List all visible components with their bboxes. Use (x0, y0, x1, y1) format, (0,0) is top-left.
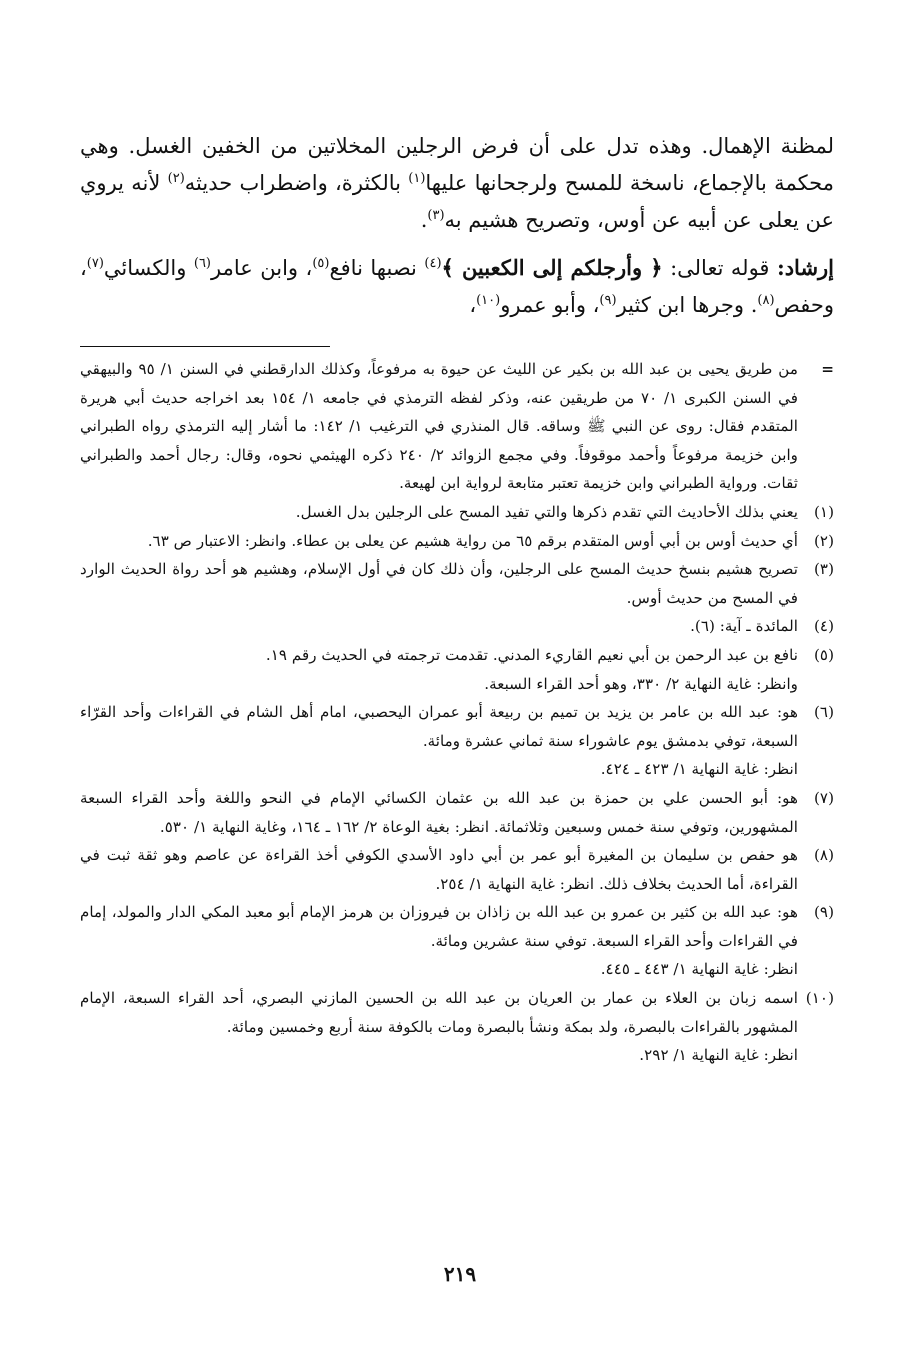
footnote-ref: (٥) (312, 256, 330, 271)
footnote-reference: انظر: غاية النهاية ١/ ٤٢٣ ـ ٤٢٤. (600, 760, 798, 779)
continuation-mark: = (821, 360, 834, 378)
footnote-number: (٧) (813, 788, 834, 807)
text-run: والكسائي (103, 256, 194, 280)
footnote-7 (80, 784, 834, 841)
footnote-ref: (٦) (193, 256, 211, 271)
footnote-continuation (80, 355, 834, 498)
footnote-text: هو حفص بن سليمان بن المغيرة أبو عمر بن أبي داود الأسدي الكوفي أخذ القراءة عن عاصم وهو ثقة ثبت في القراءة، أما الحديث بخلاف ذلك. انظر: غاية النهاية ١/ ٢٥٤. (80, 846, 798, 893)
main-paragraph (80, 128, 834, 239)
irshad-paragraph (80, 249, 834, 324)
text-run: . وجرها ابن كثير (616, 293, 758, 317)
footnote-ref: (٨) (757, 293, 775, 308)
footnote-reference: وانظر: غاية النهاية ٢/ ٣٣٠، وهو أحد القراء السبعة. (484, 674, 798, 693)
footnote-text: هو: أبو الحسن علي بن حمزة بن عبد الله بن عثمان الكسائي الإمام في النحو واللغة وأحد القراء السبعة المشهورين، وتوفي سنة خمس وسبعين وثلاثمائة. انظر: بغية الوعاة ٢/ ١٦٢ ـ ١٦٤، وغاية النهاية ١/ ٥٣٠. (80, 788, 798, 836)
footnote-8 (80, 841, 834, 898)
footnote-ref: (٧) (86, 256, 104, 271)
irshad-label: إرشاد: (776, 255, 835, 280)
main-text (80, 128, 834, 324)
footnote-ref: (٢) (167, 171, 185, 186)
text-run: قوله تعالى: (662, 256, 777, 280)
footnote-number: (٦) (813, 703, 834, 722)
footnote-1 (80, 498, 834, 527)
footnote-text: هو: عبد الله بن كثير بن عمرو بن عبد الله بن زاذان بن فيروزان بن هرمز الإمام أبو معبد المكي الدار والمولد، إمام في القراءات وأحد القراء السبعة. توفي سنة عشرين ومائة. (80, 903, 798, 950)
footnote-number: (٣) (813, 560, 834, 579)
footnote-number: (١٠) (805, 989, 834, 1008)
footnote-text: يعني بذلك الأحاديث التي تقدم ذكرها والتي تفيد المسح على الرجلين بدل الغسل. (295, 502, 798, 521)
footnote-number: (٩) (813, 903, 834, 922)
text-run: ، وابن عامر (211, 256, 313, 280)
footnote-number: (١) (813, 502, 834, 521)
footnote-text: نافع بن عبد الرحمن بن أبي نعيم القاريء المدني. تقدمت ترجمته في الحديث رقم ١٩. (265, 645, 798, 664)
footnote-number: (٤) (813, 617, 834, 636)
footnote-9 (80, 898, 834, 984)
footnote-text: المائدة ـ آية: (٦). (690, 617, 798, 636)
footnote-text: أي حديث أوس بن أبي أوس المتقدم برقم ٦٥ من رواية هشيم عن يعلى بن عطاء. وانظر: الاعتبار ص ٦٣. (147, 531, 798, 550)
quran-verse: ﴿ وأرجلكم إلى الكعبين ﴾ (441, 255, 663, 280)
footnote-ref: (٤) (424, 256, 442, 271)
page-number: ٢١٩ (443, 1262, 477, 1286)
text-run: بالكثرة، واضطراب حديثه (184, 171, 409, 195)
footnote-5 (80, 641, 834, 698)
footnote-text: من طريق يحيى بن عبد الله بن بكير عن الليث عن حيوة به مرفوعاً، وكذلك الدارقطني في السنن ١/ ٩٥ والبيهقي في السنن الكبرى ١/ ٧٠ من طريقين عنه، وذكر لفظه الترمذي في جامعه ١/ ١٥٤ بعد اخراجه حديث أبي هريرة المتقدم فقال: روى عن النبي ﷺ وساقه. قال المنذري في الترغيب ١/ ١٤٢: ما أشار إليه الترمذي رواه الطبراني وابن خزيمة مرفوعاً وأحمد موقوفاً. وفي مجمع الزوائد ٢/ ٢٤٠ ذكره الهيثمي نحوه، وقال: رجال أحمد والطبراني ثقات. ورواية الطبراني وابن خزيمة تعتبر متابعة لرواية ابن لهيعة. (80, 360, 798, 493)
text-run: ، (469, 293, 477, 317)
text-run: . (420, 208, 428, 232)
footnote-ref: (١٠) (476, 293, 501, 308)
footnote-ref: (٣) (427, 208, 445, 223)
text-run: لمظنة الإهمال. وهذه تدل على أن فرض الرجلين المخلاتين من الخفين الغسل. وهي محكمة بالإجماع، ناسخة للمسح ولرجحانها عليها (80, 134, 834, 195)
text-run: ، وحفص (80, 256, 834, 317)
footnote-text: هو: عبد الله بن عامر بن يزيد بن تميم بن ربيعة أبو عمران اليحصبي، امام أهل الشام في القراءات وأحد القرّاء السبعة، توفي بدمشق يوم عاشوراء سنة ثماني عشرة ومائة. (80, 703, 798, 750)
text-run: ، وأبو عمرو (500, 293, 600, 317)
footnote-4 (80, 612, 834, 641)
footnote-ref: (٩) (599, 293, 617, 308)
footnote-6 (80, 698, 834, 784)
footnotes (80, 355, 834, 1070)
footnote-reference: انظر: غاية النهاية ١/ ٤٤٣ ـ ٤٤٥. (600, 960, 798, 979)
footnote-text: اسمه زبان بن العلاء بن عمار بن العريان بن عبد الله بن الحسين المازني البصري، أحد القراء السبعة، الإمام المشهور بالقراءات بالبصرة، ولد بمكة ونشأ بالبصرة ومات بالكوفة سنة أربع وخمسين ومائة. (80, 989, 798, 1036)
footnote-text: تصريح هشيم بنسخ حديث المسح على الرجلين، وأن ذلك كان في أول الإسلام، وهشيم هو أحد رواة الحديث الوارد في المسح من حديث أوس. (80, 560, 798, 607)
footnote-number: (٨) (813, 846, 834, 865)
text-run: لأنه يروي عن يعلى عن أبيه عن أوس، وتصريح هشيم به (80, 171, 834, 232)
footnote-number: (٢) (813, 531, 834, 550)
text-run: نصبها نافع (329, 256, 425, 280)
footnote-divider (80, 346, 330, 347)
footnote-10 (80, 984, 834, 1070)
footnote-number: (٥) (813, 645, 834, 664)
footnote-reference: انظر: غاية النهاية ١/ ٢٩٢. (639, 1046, 798, 1065)
footnote-2 (80, 527, 834, 556)
footnote-3 (80, 555, 834, 612)
footnote-ref: (١) (408, 171, 426, 186)
